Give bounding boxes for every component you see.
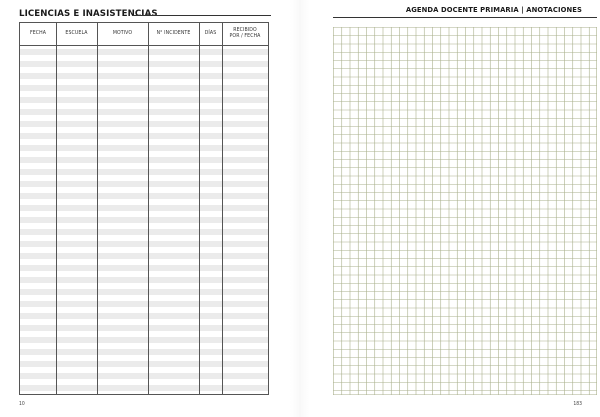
table-row — [20, 181, 268, 187]
table-row — [20, 289, 268, 295]
left-page — [0, 0, 290, 417]
table-row — [20, 253, 268, 259]
right-page — [310, 0, 600, 417]
absences-table — [19, 22, 269, 395]
table-row — [20, 361, 268, 367]
table-body — [20, 45, 268, 394]
table-row — [20, 73, 268, 79]
table-row — [20, 217, 268, 223]
page-number: 10 — [19, 401, 25, 407]
column-divider — [56, 23, 57, 394]
column-header-recibido: RECIBIDO POR / FECHA — [229, 27, 261, 39]
table-row — [20, 313, 268, 319]
table-row — [20, 337, 268, 343]
column-header-fecha: FECHA — [29, 30, 47, 37]
page-title: AGENDA DOCENTE PRIMARIA | ANOTACIONES — [405, 6, 582, 14]
column-divider — [199, 23, 200, 394]
title-rule — [333, 17, 597, 18]
table-row — [20, 241, 268, 247]
table-row — [20, 133, 268, 139]
page-number: 183 — [573, 401, 582, 407]
column-header-motivo: MOTIVO — [112, 30, 133, 37]
table-row — [20, 385, 268, 391]
table-row — [20, 85, 268, 91]
column-divider — [222, 23, 223, 394]
table-row — [20, 265, 268, 271]
column-header-escuela: ESCUELA — [65, 30, 88, 37]
table-row — [20, 373, 268, 379]
title-rule — [132, 15, 271, 16]
table-row — [20, 301, 268, 307]
table-row — [20, 277, 268, 283]
column-divider — [148, 23, 149, 394]
table-row — [20, 109, 268, 115]
column-header-incidente: N° INCIDENTE — [156, 30, 191, 37]
table-row — [20, 49, 268, 55]
page-title: LICENCIAS E INASISTENCIAS — [19, 9, 158, 19]
table-row — [20, 157, 268, 163]
column-header-dias: DÍAS — [204, 30, 217, 37]
table-row — [20, 229, 268, 235]
column-divider — [97, 23, 98, 394]
table-row — [20, 145, 268, 151]
notes-grid — [333, 27, 597, 395]
table-row — [20, 121, 268, 127]
table-row — [20, 205, 268, 211]
table-row — [20, 349, 268, 355]
table-row — [20, 193, 268, 199]
table-header — [20, 23, 268, 46]
book-gutter — [290, 0, 310, 417]
graph-paper-grid — [333, 27, 597, 395]
table-row — [20, 325, 268, 331]
table-row — [20, 61, 268, 67]
table-row — [20, 97, 268, 103]
table-row — [20, 169, 268, 175]
